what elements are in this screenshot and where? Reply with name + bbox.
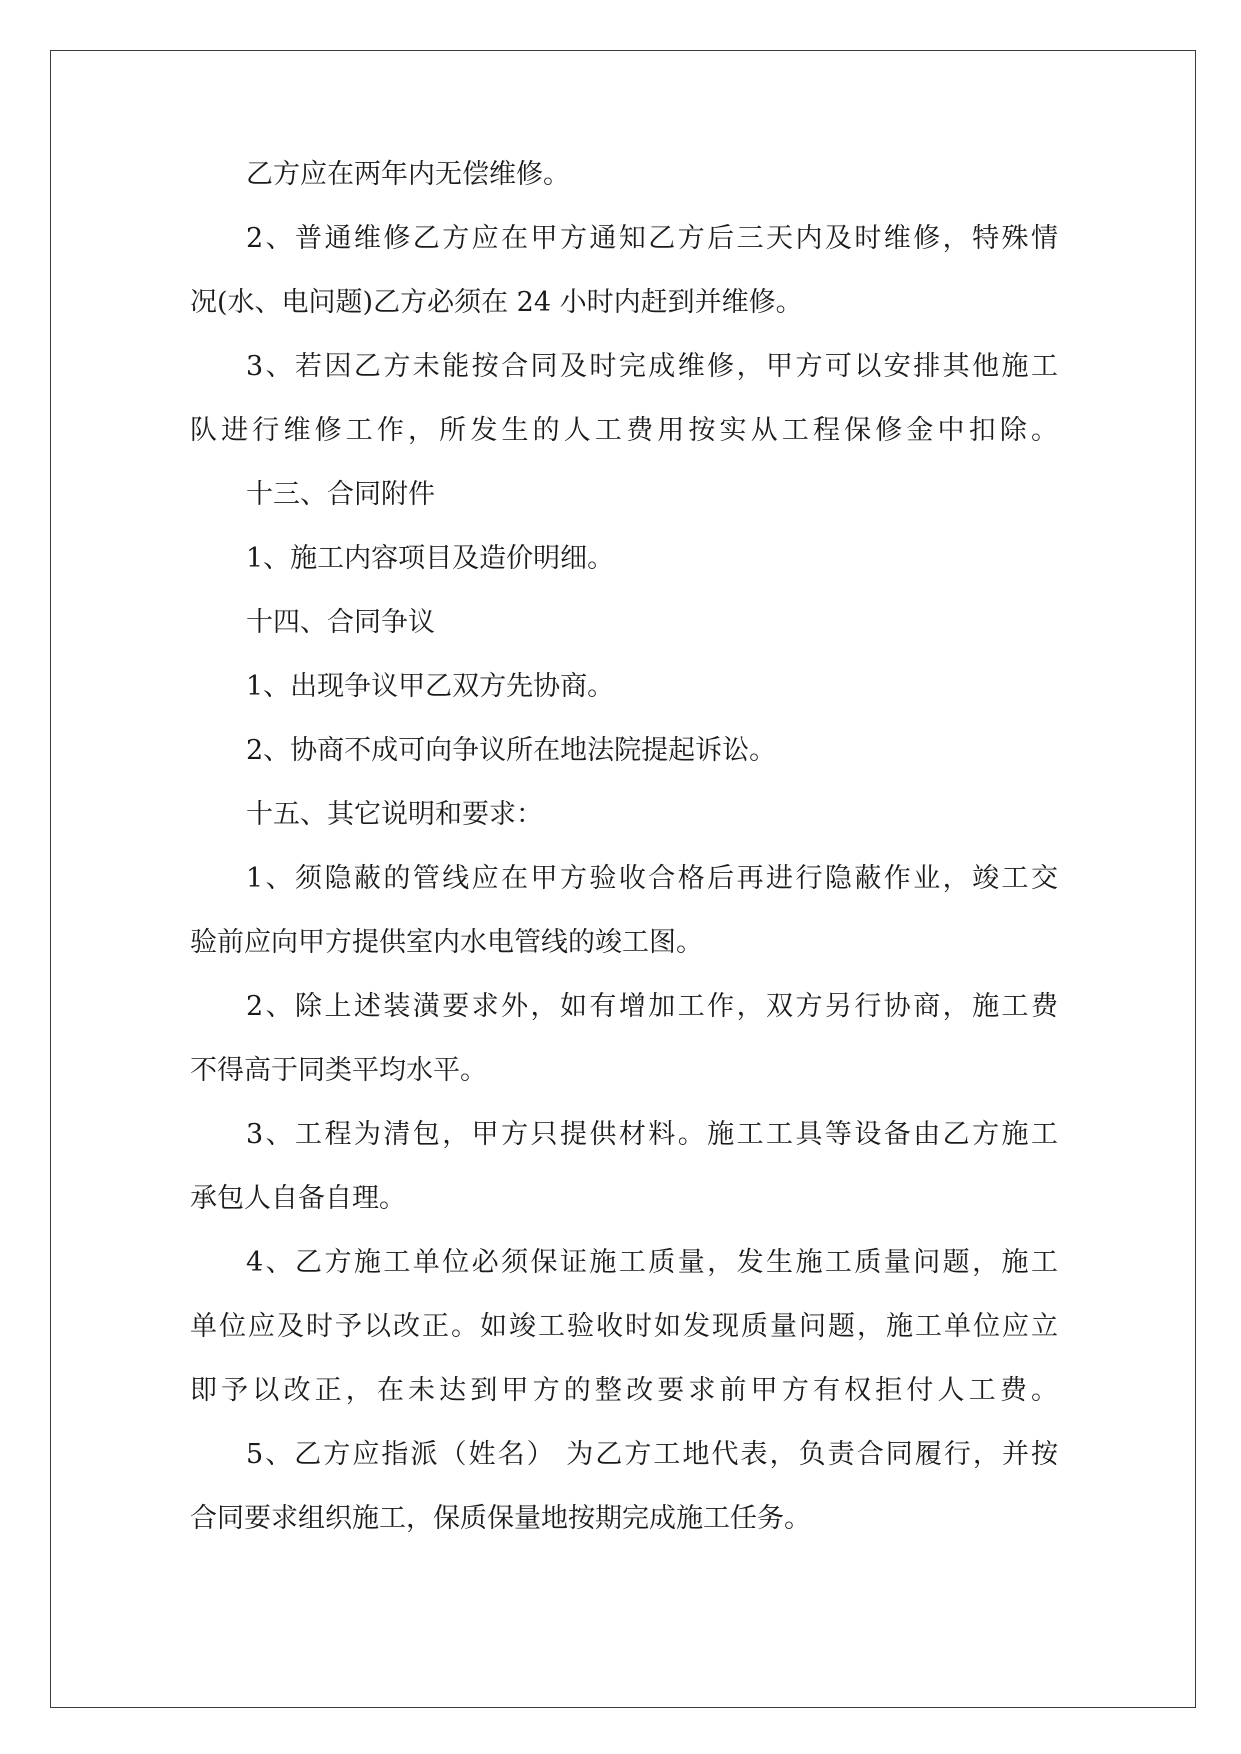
section-heading: 十五、其它说明和要求：: [246, 799, 543, 830]
text-line: 1、须隐蔽的管线应在甲方验收合格后再进行隐蔽作业，竣工交: [246, 863, 1058, 894]
text-line: 不得高于同类平均水平。: [190, 1055, 487, 1086]
text-line: 即予以改正，在未达到甲方的整改要求前甲方有权拒付人工费。: [190, 1375, 1058, 1406]
section-heading: 十三、合同附件: [246, 479, 435, 510]
text-line: 合同要求组织施工，保质保量地按期完成施工任务。: [190, 1503, 811, 1534]
text-line: 况(水、电问题)乙方必须在 24 小时内赶到并维修。: [190, 287, 803, 318]
text-line: 2、除上述装潢要求外，如有增加工作，双方另行协商，施工费: [246, 991, 1058, 1022]
text-line: 承包人自备自理。: [190, 1183, 406, 1214]
text-line: 4、乙方施工单位必须保证施工质量，发生施工质量问题，施工: [246, 1247, 1058, 1278]
text-line: 验前应向甲方提供室内水电管线的竣工图。: [190, 927, 703, 958]
text-line: 单位应及时予以改正。如竣工验收时如发现质量问题，施工单位应立: [190, 1311, 1058, 1342]
text-line: 乙方应在两年内无偿维修。: [246, 159, 570, 190]
text-line: 2、协商不成可向争议所在地法院提起诉讼。: [246, 735, 777, 766]
text-line: 5、乙方应指派（姓名） 为乙方工地代表，负责合同履行，并按: [246, 1439, 1058, 1470]
text-line: 3、工程为清包，甲方只提供材料。施工工具等设备由乙方施工: [246, 1119, 1058, 1150]
text-line: 3、若因乙方未能按合同及时完成维修，甲方可以安排其他施工: [246, 351, 1058, 382]
text-line: 队进行维修工作，所发生的人工费用按实从工程保修金中扣除。: [190, 415, 1058, 446]
text-line: 1、出现争议甲乙双方先协商。: [246, 671, 615, 702]
text-line: 2、普通维修乙方应在甲方通知乙方后三天内及时维修，特殊情: [246, 223, 1058, 254]
section-heading: 十四、合同争议: [246, 607, 435, 638]
text-line: 1、施工内容项目及造价明细。: [246, 543, 615, 574]
